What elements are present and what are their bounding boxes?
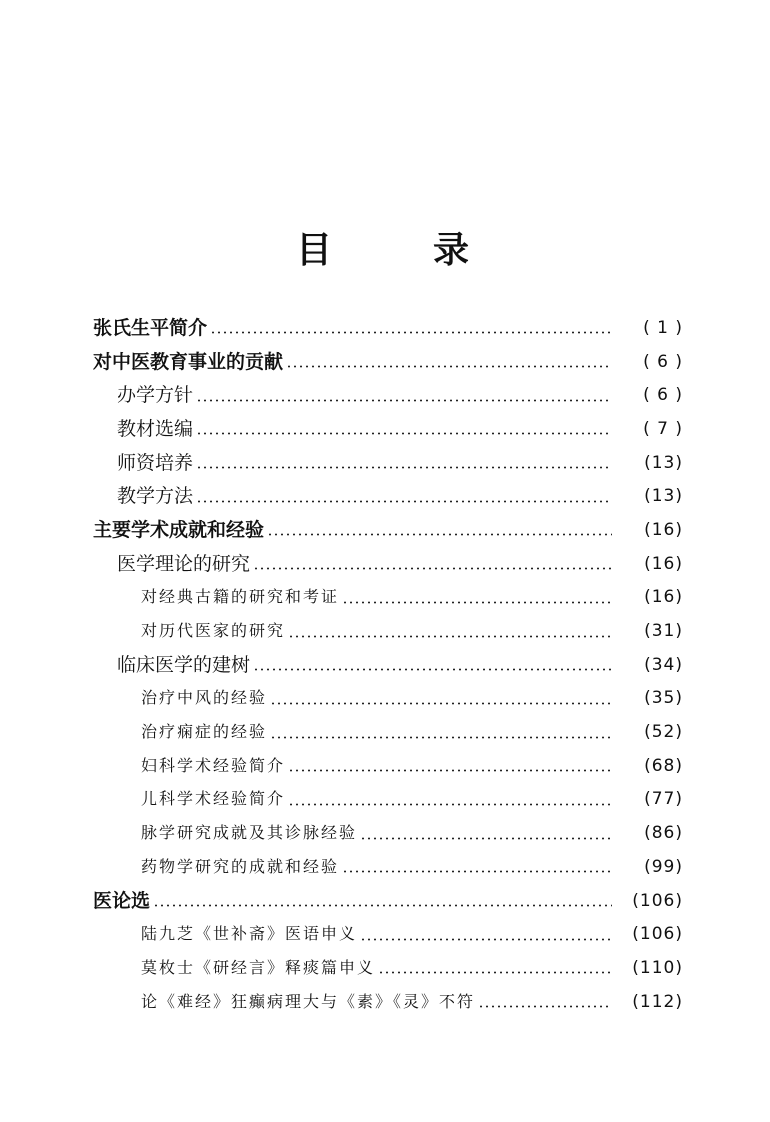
- dot-leader: [153, 904, 612, 907]
- toc-entry-label: 对经典古籍的研究和考证: [141, 587, 340, 607]
- dot-leader: [378, 971, 612, 974]
- toc-entry[interactable]: [0, 884, 770, 918]
- toc-entry[interactable]: [0, 412, 770, 446]
- toc-entry[interactable]: [0, 715, 770, 749]
- toc-entry-label: 药物学研究的成就和经验: [141, 856, 340, 876]
- dot-leader: [478, 1005, 612, 1008]
- toc-entry[interactable]: [0, 614, 770, 648]
- page-title: [0, 228, 770, 274]
- toc-entry[interactable]: [0, 479, 770, 513]
- toc-entry-page: ( 7 ): [643, 418, 683, 439]
- toc-entry-label: 对中医教育事业的贡献: [93, 350, 284, 373]
- title-char-1: 目: [296, 230, 333, 271]
- dot-leader: [286, 365, 612, 368]
- dot-leader: [342, 870, 612, 873]
- toc-entry-page: (112): [632, 991, 683, 1012]
- table-of-contents: [0, 311, 770, 1018]
- toc-entry-label: 脉学研究成就及其诊脉经验: [141, 823, 358, 843]
- title-char-2: 录: [433, 230, 470, 271]
- toc-entry[interactable]: [0, 783, 770, 817]
- dot-leader: [196, 466, 612, 469]
- toc-entry-label: 莫枚士《研经言》释痰篇申义: [141, 957, 376, 977]
- dot-leader: [196, 432, 612, 435]
- dot-leader: [342, 601, 612, 604]
- toc-entry-page: (99): [644, 856, 683, 877]
- toc-entry[interactable]: [0, 850, 770, 884]
- dot-leader: [253, 567, 612, 570]
- toc-entry[interactable]: [0, 749, 770, 783]
- toc-entry-page: (86): [644, 823, 683, 844]
- dot-leader: [196, 399, 612, 402]
- toc-entry[interactable]: [0, 951, 770, 985]
- toc-entry[interactable]: [0, 513, 770, 547]
- dot-leader: [288, 803, 612, 806]
- toc-entry-page: ( 1 ): [643, 317, 683, 338]
- dot-leader: [196, 500, 612, 503]
- toc-entry[interactable]: [0, 378, 770, 412]
- dot-leader: [267, 533, 612, 536]
- toc-entry-label: 教学方法: [117, 485, 194, 508]
- toc-entry-label: 师资培养: [117, 451, 194, 474]
- toc-entry-label: 主要学术成就和经验: [93, 518, 265, 541]
- toc-entry[interactable]: [0, 581, 770, 615]
- toc-entry-label: 办学方针: [117, 384, 194, 407]
- dot-leader: [360, 938, 612, 941]
- toc-entry-page: (16): [644, 519, 683, 540]
- toc-entry-page: ( 6 ): [643, 385, 683, 406]
- toc-entry-page: (34): [644, 654, 683, 675]
- toc-entry-label: 医论选: [93, 889, 151, 912]
- dot-leader: [360, 837, 612, 840]
- toc-entry-page: ( 6 ): [643, 351, 683, 372]
- toc-entry-label: 医学理论的研究: [117, 552, 251, 575]
- dot-leader: [288, 635, 612, 638]
- toc-entry[interactable]: [0, 311, 770, 345]
- toc-entry[interactable]: [0, 547, 770, 581]
- toc-entry[interactable]: [0, 985, 770, 1019]
- toc-entry-page: (106): [632, 924, 683, 945]
- toc-entry-page: (106): [632, 890, 683, 911]
- toc-entry-page: (13): [644, 486, 683, 507]
- toc-entry[interactable]: [0, 682, 770, 716]
- dot-leader: [288, 769, 612, 772]
- toc-entry-page: (35): [644, 688, 683, 709]
- toc-entry-label: 治疗痫症的经验: [141, 722, 268, 742]
- toc-entry-page: (52): [644, 722, 683, 743]
- toc-entry-page: (16): [644, 587, 683, 608]
- toc-entry-page: (31): [644, 621, 683, 642]
- toc-entry-label: 妇科学术经验简介: [141, 755, 286, 775]
- dot-leader: [210, 331, 612, 334]
- toc-entry-page: (110): [632, 957, 683, 978]
- toc-entry-label: 治疗中风的经验: [141, 688, 268, 708]
- toc-entry-label: 张氏生平简介: [93, 316, 208, 339]
- toc-entry-label: 论《难经》狂癫病理大与《素》《灵》不符: [141, 991, 476, 1011]
- dot-leader: [270, 736, 612, 739]
- toc-entry-label: 陆九芝《世补斋》医语申义: [141, 924, 358, 944]
- toc-entry-page: (68): [644, 755, 683, 776]
- toc-entry-page: (16): [644, 553, 683, 574]
- toc-entry[interactable]: [0, 917, 770, 951]
- toc-entry-label: 临床医学的建树: [117, 653, 251, 676]
- toc-entry[interactable]: [0, 648, 770, 682]
- toc-entry[interactable]: [0, 446, 770, 480]
- toc-entry-label: 教材选编: [117, 417, 194, 440]
- toc-entry-label: 对历代医家的研究: [141, 621, 286, 641]
- dot-leader: [253, 668, 612, 671]
- dot-leader: [270, 702, 612, 705]
- toc-entry-page: (77): [644, 789, 683, 810]
- toc-entry-label: 儿科学术经验简介: [141, 789, 286, 809]
- toc-entry[interactable]: [0, 345, 770, 379]
- toc-entry[interactable]: [0, 816, 770, 850]
- toc-entry-page: (13): [644, 452, 683, 473]
